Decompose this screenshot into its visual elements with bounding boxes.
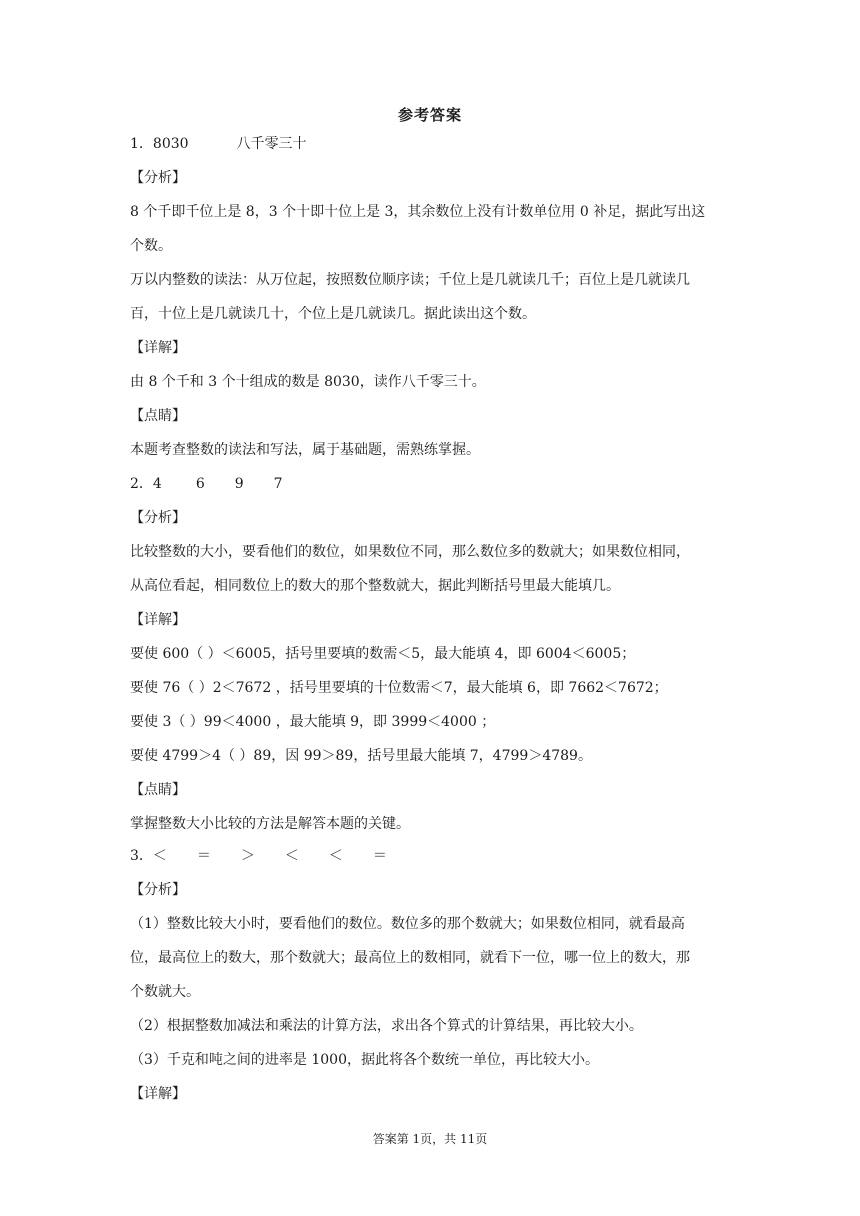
q2-answer-4: 7 [273,476,283,492]
q3-answer-6: ＝ [372,848,387,864]
q2-comment-label: 【点睛】 [130,782,186,798]
q1-answer-line [130,134,740,154]
q1-analysis-label: 【分析】 [130,170,186,186]
q3-analysis-text: （1）整数比较大小时，要看他们的数位。数位多的那个数就大；如果数位相同，就看最高 [130,916,685,932]
q1-number-answer: 1．8030 [130,136,189,152]
q2-comment-text: 掌握整数大小比较的方法是解答本题的关键。 [130,816,410,832]
q3-answer-2: ＝ [196,848,211,864]
q2-analysis-label: 【分析】 [130,510,186,526]
page-footer: 答案第 1页，共 11页 [372,1132,488,1146]
q3-analysis-label: 【分析】 [130,882,186,898]
q2-detail-text: 要使 3（ ）99＜4000 ，最大能填 9，即 3999＜4000 ； [130,714,496,730]
q2-answer-2: 6 [195,476,205,492]
q3-analysis-text: 个数就大。 [130,984,200,1000]
q3-answer-line [130,846,740,866]
q2-detail-text: 要使 76（ ）2＜7672 ，括号里要填的十位数需＜7，最大能填 6，即 7662＜7672； [130,680,668,696]
q3-answer-1: 3．＜ [130,848,167,864]
q3-analysis-text: 位，最高位上的数大，那个数就大；最高位上的数相同，就看下一位，哪一位上的数大，那 [130,950,690,966]
q1-analysis-text: 个数。 [130,238,172,254]
q3-detail-label: 【详解】 [130,1086,186,1102]
q3-analysis-text: （3）千克和吨之间的进率是 1000，据此将各个数统一单位，再比较大小。 [130,1052,599,1068]
q2-answer-line [130,474,740,494]
q2-analysis-text: 比较整数的大小，要看他们的数位，如果数位不同，那么数位多的数就大；如果数位相同， [130,544,690,560]
q1-analysis-text: 万以内整数的读法：从万位起，按照数位顺序读；千位上是几就读几千；百位上是几就读几 [130,272,690,288]
q2-analysis-text: 从高位看起，相同数位上的数大的那个整数就大，据此判断括号里最大能填几。 [130,578,620,594]
page-title: 参考答案 [397,106,462,124]
q1-detail-text: 由 8 个千和 3 个十组成的数是 8030，读作八千零三十。 [130,374,486,390]
q2-detail-label: 【详解】 [130,612,186,628]
q2-detail-text: 要使 600（ ）＜6005，括号里要填的数需＜5，最大能填 4，即 6004＜6005； [130,646,636,662]
q3-answer-4: ＜ [284,848,299,864]
q1-comment-label: 【点睛】 [130,408,186,424]
q1-comment-text: 本题考查整数的读法和写法，属于基础题，需熟练掌握。 [130,442,480,458]
q3-answer-5: ＜ [328,848,343,864]
q2-answer-1: 2．4 [130,476,162,492]
q3-answer-3: ＞ [240,848,255,864]
q2-detail-text: 要使 4799＞4（ ）89，因 99＞89，括号里最大能填 7，4799＞4789。 [130,748,592,764]
q1-analysis-text: 8 个千即千位上是 8，3 个十即十位上是 3，其余数位上没有计数单位用 0 补足，据此写出这 [130,204,706,220]
q1-analysis-text: 百，十位上是几就读几十，个位上是几就读几。据此读出这个数。 [130,306,536,322]
q3-analysis-text: （2）根据整数加减法和乘法的计算方法，求出各个算式的计算结果，再比较大小。 [130,1018,643,1034]
q1-word-answer: 八千零三十 [236,136,307,152]
q1-detail-label: 【详解】 [130,340,186,356]
q2-answer-3: 9 [234,476,244,492]
